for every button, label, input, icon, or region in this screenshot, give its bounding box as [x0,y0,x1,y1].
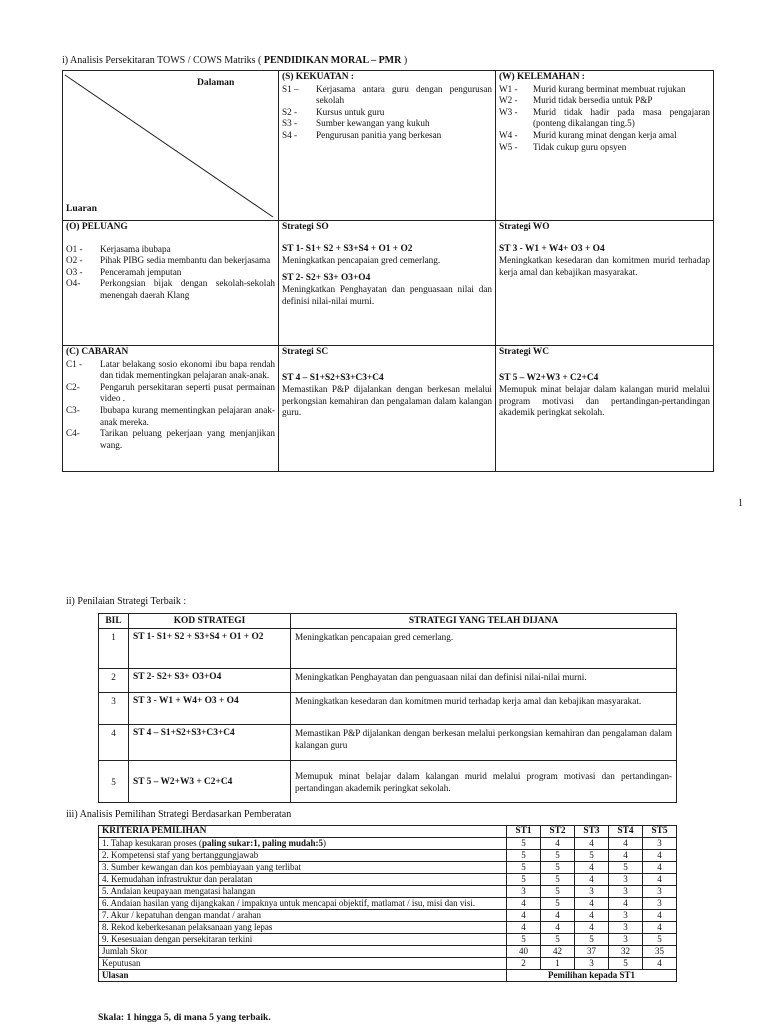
list-item: W2 - Murid tidak bersedia untuk P&P [499,95,653,106]
scale-footnote: Skala: 1 hingga 5, di mana 5 yang terbaik. [98,1012,271,1023]
table-row: 7. Akur / kepatuhan dengan mandat / arahan 4 4 4 3 4 [99,910,677,922]
opportunities-heading: (O) PELUANG [66,222,128,232]
matrix-corner-cell [63,71,279,221]
table-row: 5. Andaian keupayaan mengatasi halangan 3 5 3 3 3 [99,886,677,898]
table-row: 2. Kompetensi staf yang bertanggungjawab 5 5 5 4 4 [99,850,677,862]
strategy-description: Meningkatkan Penghayatan dan penguasaan nilai dan definisi nilai-nilai murni. [282,284,492,306]
strategy-sc-heading: Strategi SC [282,347,329,357]
weaknesses-cell [496,71,714,221]
threats-list [66,359,275,452]
page-number: 1 [738,498,743,509]
list-item: W3 - Murid tidak hadir pada masa pengajaran (ponteng dikalangan ting.5) [499,106,710,129]
table-row: 3 ST 3 - W1 + W4+ O3 + O4 Meningkatkan kesedaran dan komitmen murid terhadap kerja amal dan kebajikan masyarakat. [99,693,677,725]
corner-label-dalaman: Dalaman [197,77,235,88]
table-row: 8. Rekod keberkesanan pelaksanaan yang lepas 4 4 4 3 4 [99,922,677,934]
list-item: S1 – Kerjasama antara guru dengan pengurusan sekolah [282,83,492,106]
strategy-wo-heading: Strategi WO [499,222,550,232]
weaknesses-list [499,84,710,154]
strategy-sc-cell [279,346,496,472]
threats-cell [63,346,279,472]
list-item: S3 - Sumber kewangan yang kukuh [282,118,430,129]
decision-row: Keputusan 2 1 3 5 4 [99,958,677,970]
section-2-title: ii) Penilaian Strategi Terbaik : [66,596,187,607]
table-row: 3. Sumber kewangan dan kos pembiayaan yang terlibat 5 5 4 5 4 [99,862,677,874]
list-item: S2 - Kursus untuk guru [282,106,385,117]
table-header-row [99,614,677,629]
section-1-title: i) Analisis Persekitaran TOWS / COWS Matriks ( PENDIDIKAN MORAL – PMR ) [62,55,408,66]
opportunities-cell [63,221,279,346]
weaknesses-heading: (W) KELEMAHAN : [499,72,585,82]
total-score-row: Jumlah Skor 40 42 37 32 35 [99,946,677,958]
strategy-code: ST 5 – W2+W3 + C2+C4 [499,372,599,383]
strengths-cell [279,71,496,221]
strategy-so-cell [279,221,496,346]
corner-label-luaran: Luaran [66,203,97,214]
table-row: 6. Andaian hasilan yang dijangkakan / impaknya untuk mencapai objektif, matlamat / isu, misi dan visi. 4 5 4 4 3 [99,898,677,910]
strategy-description: Memastikan P&P dijalankan dengan berkesan melalui perkongsian kemahiran dan pengalaman dalam kalangan guru. [282,384,492,418]
list-item: O4- Perkongsian bijak dengan sekolah-sekolah menengah daerah Klang [66,278,275,300]
list-item: O1 - Kerjasama ibubapa [66,243,171,254]
strengths-list [282,84,492,142]
strategy-wc-cell [496,346,714,472]
header-bil: BIL [99,614,129,629]
table-row: 2 ST 2- S2+ S3+ O3+O4 Meningkatkan Penghayatan dan penguasaan nilai dan definisi nilai-nilai murni. [99,669,677,693]
table-header-row: KRITERIA PEMILIHAN ST1 ST2 ST3 ST4 ST5 [99,826,677,838]
opportunities-list [66,244,275,302]
strategy-wc-heading: Strategi WC [499,347,550,357]
table-row: 1. Tahap kesukaran proses (paling sukar:1, paling mudah:5) 5 4 4 4 3 [99,838,677,850]
header-kod-strategi: KOD STRATEGI [129,614,291,629]
strategy-wo-cell [496,221,714,346]
list-item: W1 - Murid kurang berminat membuat rujukan [499,83,686,94]
section-3-title: iii) Analisis Pemilihan Strategi Berdasarkan Pemberatan [66,809,292,820]
list-item: C4- Tarikan peluang pekerjaan yang menjanjikan wang. [66,428,275,450]
strategy-description: Meningkatkan pencapaian gred cemerlang. [282,255,441,266]
list-item: C1 - Latar belakang sosio ekonomi ibu bapa rendah dan tidak mementingkan pelajaran anak-anak. [66,358,275,381]
header-strategi-dijana: STRATEGI YANG TELAH DIJANA [291,614,677,629]
strategy-code: ST 1- S1+ S2 + S3+S4 + O1 + O2 [282,243,413,254]
table-row: 4. Kemudahan infrastruktur dan peralatan 5 5 4 3 4 [99,874,677,886]
list-item: W5 - Tidak cukup guru opsyen [499,141,627,152]
tows-matrix [62,70,714,472]
strategy-so-heading: Strategi SO [282,222,329,232]
strategy-code: ST 3 - W1 + W4+ O3 + O4 [499,243,605,254]
strategy-evaluation-table [98,613,677,803]
table-row: 4 ST 4 – S1+S2+S3+C3+C4 Memastikan P&P dijalankan dengan berkesan melalui perkongsian kemahiran dan pengalaman dalam kalangan guru [99,725,677,761]
list-item: S4 - Pengurusan panitia yang berkesan [282,129,442,140]
table-row: 9. Kesesuaian dengan persekitaran terkini 5 5 5 3 5 [99,934,677,946]
strategy-code: ST 4 – S1+S2+S3+C3+C4 [282,372,384,383]
list-item: W4 - Murid kurang minat dengan kerja amal [499,129,677,140]
diagonal-line [63,71,279,221]
list-item: C2- Pengaruh persekitaran seperti pusat permainan video . [66,381,275,404]
table-row: 1 ST 1- S1+ S2 + S3+S4 + O1 + O2 Meningkatkan pencapaian gred cemerlang. [99,629,677,669]
strategy-code: ST 2- S2+ S3+ O3+O4 [282,272,371,283]
remark-row: Ulasan Pemilihan kepada ST1 [99,970,677,982]
threats-heading: (C) CABARAN [66,347,129,357]
list-item: O2 - Pihak PIBG sedia membantu dan bekerjasama [66,255,271,266]
strategy-description: Meningkatkan kesedaran dan komitmen murid terhadap kerja amal dan kebajikan masyarakat. [499,255,710,277]
strategy-description: Memupuk minat belajar dalam kalangan murid melalui program motivasi dan pertandingan-pertandingan akademik peringkat sekolah. [499,384,710,418]
list-item: O3 - Penceramah jemputan [66,266,182,277]
strategy-scoring-table [98,825,677,982]
table-row: 5 ST 5 – W2+W3 + C2+C4 Memupuk minat belajar dalam kalangan murid melalui program motivasi dan pertandingan-pertandingan akademik peringkat sekolah. [99,761,677,803]
strengths-heading: (S) KEKUATAN : [282,72,355,82]
list-item: C3- Ibubapa kurang mementingkan pelajaran anak-anak mereka. [66,404,275,427]
